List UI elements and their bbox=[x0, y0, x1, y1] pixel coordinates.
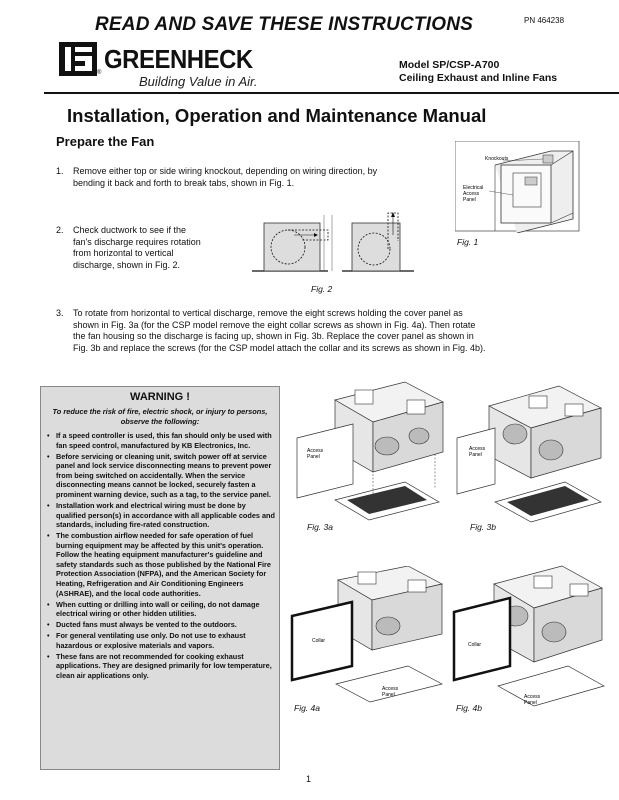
warning-item: • Before servicing or cleaning unit, switch power off at service panel and lock service disconnecting means to prevent power from being switched on accidentally. When the service disconnecting means cannot be locked, securely fasten a prominent warning device, such as a tag, to the service panel. bbox=[47, 452, 275, 500]
figure-4a-caption: Fig. 4a bbox=[294, 703, 320, 713]
label-panel: Panel bbox=[382, 692, 395, 698]
label-access: Access bbox=[382, 686, 399, 692]
step-number: 2. bbox=[56, 225, 64, 235]
figure-3a-drawing bbox=[295, 380, 445, 530]
brand-name: GREENHECK bbox=[104, 44, 253, 74]
label-access: Access bbox=[469, 446, 486, 452]
step-line: Check ductwork to see if the bbox=[73, 225, 187, 235]
registered-mark: ® bbox=[97, 70, 102, 76]
step-line: fan's discharge requires rotation bbox=[73, 236, 201, 247]
model-line-2: Ceiling Exhaust and Inline Fans bbox=[399, 72, 558, 84]
label-access: Access bbox=[307, 448, 324, 454]
warning-item: • The combustion airflow needed for safe operation of fuel burning equipment may be affected by this unit's operation. Follow the heating equipment manufacturer's guideline and safety standards such as those published by the National Fire Protection Association (NFPA), and the American Society for Heating, Refrigeration and Air Conditioning Engineers (ASHRAE), and the local code authorities. bbox=[47, 531, 275, 598]
figure-1-caption: Fig. 1 bbox=[457, 237, 479, 247]
section-title: Prepare the Fan bbox=[56, 134, 155, 149]
step-number: 3. bbox=[56, 308, 64, 318]
greenheck-logo-icon bbox=[59, 42, 97, 76]
warning-item: • For general ventilating use only. Do not use to exhaust hazardous or explosive materials and vapors. bbox=[47, 631, 275, 650]
step-line: shown in Fig. 3a (for the CSP model remove the eight collar screws as shown in Fig. 4a). Then rotate bbox=[73, 319, 476, 330]
figure-3a-caption: Fig. 3a bbox=[307, 522, 333, 532]
step-line: bending it back and forth to break tabs, shown in Fig. 1. bbox=[73, 177, 295, 188]
step-number: 1. bbox=[56, 166, 64, 176]
warning-box bbox=[40, 386, 280, 770]
figure-3b-caption: Fig. 3b bbox=[470, 522, 496, 532]
header-divider bbox=[44, 92, 619, 94]
warning-item: • When cutting or drilling into wall or ceiling, do not damage electrical wiring or other hidden utilities. bbox=[47, 600, 275, 619]
warning-intro: To reduce the risk of fire, electric shock, or injury to persons, observe the following: bbox=[52, 407, 268, 426]
manual-title: Installation, Operation and Maintenance Manual bbox=[67, 105, 487, 126]
label-collar: Collar bbox=[468, 642, 482, 648]
step-line: the fan housing so the discharge is facing up, shown in Fig. 3b. Replace the cover panel as shown in bbox=[73, 331, 474, 341]
warning-title: WARNING ! bbox=[130, 391, 190, 403]
label-collar: Collar bbox=[312, 638, 326, 644]
step-line: from horizontal to vertical bbox=[73, 248, 174, 258]
figure-2-drawing bbox=[242, 205, 417, 281]
label-panel: Panel bbox=[307, 454, 320, 460]
figure-4b-drawing bbox=[452, 562, 607, 714]
figure-4a-drawing bbox=[290, 566, 445, 711]
label-electrical: Electrical bbox=[463, 185, 484, 191]
label-access: Access bbox=[524, 694, 541, 700]
figure-1-drawing bbox=[455, 141, 580, 233]
label-panel: Panel bbox=[469, 452, 482, 458]
model-line-1: Model SP/CSP-A700 bbox=[399, 59, 500, 71]
step-line: Fig. 3b and replace the screws (for the CSP model attach the collar and its screws as shown in Fig. 4b). bbox=[73, 342, 486, 353]
warning-item: • Ducted fans must always be vented to the outdoors. bbox=[47, 620, 275, 630]
warning-item: • If a speed controller is used, this fan should only be used with fan speed control, manufactured by KB Electronics, Inc. bbox=[47, 431, 275, 450]
warning-item: • These fans are not recommended for cooking exhaust applications. They are designed primarily for low temperature, clean air applications only. bbox=[47, 652, 275, 681]
step-line: To rotate from horizontal to vertical discharge, remove the eight screws holding the cover panel as bbox=[73, 308, 463, 318]
part-number: PN 464238 bbox=[524, 16, 565, 25]
warning-item: • Installation work and electrical wiring must be done by qualified person(s) in accordance with all applicable codes and standards, including fire-rated construction. bbox=[47, 501, 275, 530]
label-access: Access bbox=[463, 191, 480, 197]
figure-4b-caption: Fig. 4b bbox=[456, 703, 482, 713]
brand-tagline: Building Value in Air. bbox=[139, 74, 258, 89]
warning-list bbox=[47, 431, 275, 682]
label-panel: Panel bbox=[524, 700, 537, 706]
step-line: discharge, shown in Fig. 2. bbox=[73, 259, 181, 270]
header-title: READ AND SAVE THESE INSTRUCTIONS bbox=[95, 14, 473, 35]
page-number: 1 bbox=[306, 774, 312, 784]
figure-2-caption: Fig. 2 bbox=[311, 284, 333, 294]
step-line: Remove either top or side wiring knockout, depending on wiring direction, by bbox=[73, 166, 378, 176]
figure-3b-drawing bbox=[455, 378, 605, 530]
label-panel: Panel bbox=[463, 197, 476, 203]
label-knockouts: Knockouts bbox=[485, 156, 509, 162]
